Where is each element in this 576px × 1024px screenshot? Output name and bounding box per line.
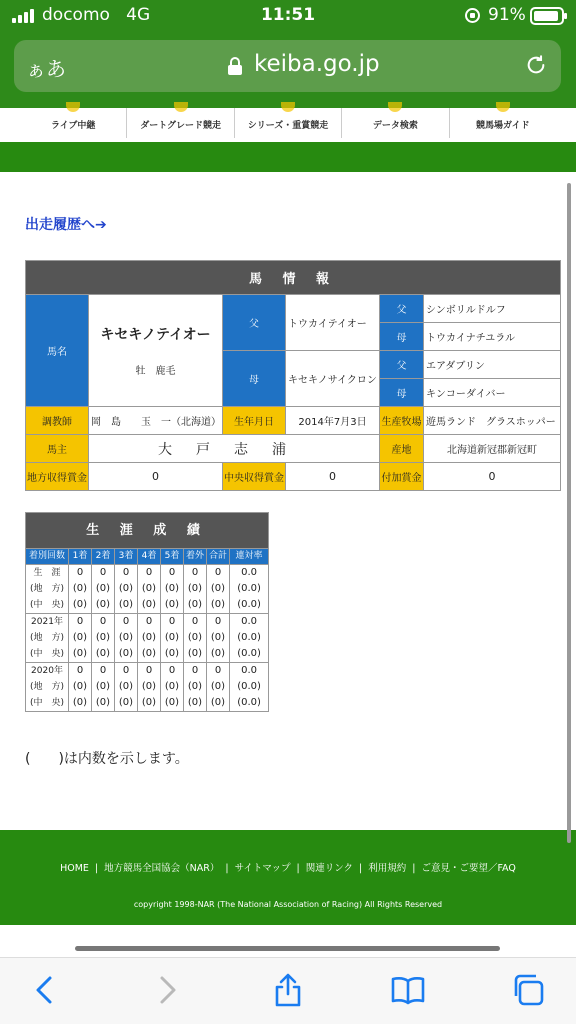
career-cell bbox=[207, 565, 230, 614]
nav-course-guide[interactable]: 競馬場ガイド bbox=[450, 108, 556, 138]
career-cell bbox=[161, 565, 184, 614]
horse-sex-color: 牡 鹿毛 bbox=[135, 366, 176, 377]
career-cell bbox=[207, 614, 230, 663]
career-cell bbox=[207, 663, 230, 712]
career-cell-value: (0) bbox=[187, 648, 203, 659]
share-icon[interactable] bbox=[270, 972, 306, 1008]
dam-dam-name: キンコーダイバー bbox=[424, 379, 561, 407]
career-cell bbox=[184, 663, 207, 712]
origin-name: 北海道新冠郡新冠町 bbox=[424, 435, 561, 463]
career-row-label bbox=[26, 565, 69, 614]
career-cell-value: (0) bbox=[141, 632, 157, 643]
nav-data-search[interactable]: データ検索 bbox=[342, 108, 449, 138]
career-cell-value: (0) bbox=[187, 632, 203, 643]
career-row-label-line: (地 方) bbox=[29, 682, 65, 692]
sire-name: トウカイテイオー bbox=[286, 295, 380, 351]
career-cell-value: (0) bbox=[118, 648, 134, 659]
orientation-lock-icon bbox=[465, 8, 480, 23]
birth-date: 2014年7月3日 bbox=[286, 407, 380, 435]
nav-dirt-grade[interactable]: ダートグレード競走 bbox=[127, 108, 234, 138]
career-cell-value: 0 bbox=[168, 616, 176, 627]
dam-name: キセキノサイクロン bbox=[286, 351, 380, 407]
career-col-header: 着外 bbox=[184, 549, 207, 565]
footer-link[interactable]: 関連リンク bbox=[305, 863, 354, 874]
career-cell bbox=[184, 614, 207, 663]
career-cell-value: 0 bbox=[76, 665, 84, 676]
career-cell bbox=[138, 614, 161, 663]
career-cell bbox=[69, 614, 92, 663]
career-cell-value: 0 bbox=[76, 567, 84, 578]
career-cell-value: (0.0) bbox=[237, 632, 261, 643]
career-cell-value: 0 bbox=[99, 567, 107, 578]
career-cell-value: (0) bbox=[164, 697, 180, 708]
forward-icon[interactable] bbox=[150, 972, 186, 1008]
career-cell-value: (0) bbox=[164, 599, 180, 610]
career-row-label-line: (地 方) bbox=[29, 633, 65, 643]
career-cell-value: (0) bbox=[141, 648, 157, 659]
career-cell bbox=[138, 663, 161, 712]
footer-separator: | bbox=[412, 863, 416, 874]
career-cell-value: (0) bbox=[187, 697, 203, 708]
career-cell-value: 0 bbox=[76, 616, 84, 627]
career-cell-value: (0) bbox=[164, 583, 180, 594]
career-cell-value: (0) bbox=[141, 599, 157, 610]
career-cell-value: (0) bbox=[141, 583, 157, 594]
career-col-header: 1着 bbox=[69, 549, 92, 565]
career-cell-value: (0) bbox=[95, 681, 111, 692]
sire-dam-label: 母 bbox=[380, 323, 424, 351]
central-prize-label: 中央収得賞金 bbox=[223, 463, 286, 491]
copyright: copyright 1998-NAR (The National Association of Racing) All Rights Reserved bbox=[133, 900, 443, 909]
carrier-name: docomo bbox=[42, 5, 110, 25]
nav-series[interactable]: シリーズ・重賞競走 bbox=[235, 108, 342, 138]
clock: 11:51 bbox=[260, 5, 316, 25]
career-cell bbox=[92, 614, 115, 663]
career-row-label-line: (中 央) bbox=[29, 698, 65, 708]
birth-label: 生年月日 bbox=[223, 407, 286, 435]
career-cell-value: (0) bbox=[210, 648, 226, 659]
career-cell-value: 0 bbox=[122, 665, 130, 676]
trainer-name: 岡 島 玉 一（北海道） bbox=[89, 407, 223, 435]
career-cell-value: (0.0) bbox=[237, 697, 261, 708]
career-col-header: 4着 bbox=[138, 549, 161, 565]
career-cell bbox=[138, 565, 161, 614]
career-cell-value: 0 bbox=[122, 616, 130, 627]
career-cell-value: (0) bbox=[95, 632, 111, 643]
career-cell-value: (0) bbox=[72, 583, 88, 594]
footer-link[interactable]: HOME bbox=[60, 863, 89, 874]
career-cell-value: (0.0) bbox=[237, 583, 261, 594]
sire-label: 父 bbox=[223, 295, 286, 351]
career-cell-value: 0 bbox=[214, 616, 222, 627]
career-cell-value: (0) bbox=[210, 697, 226, 708]
owner-label: 馬主 bbox=[26, 435, 89, 463]
career-cell-value: 0 bbox=[191, 616, 199, 627]
reader-options-button[interactable]: ぁあ bbox=[26, 57, 66, 81]
central-prize-value: 0 bbox=[286, 463, 380, 491]
home-indicator bbox=[75, 946, 500, 951]
career-cell-value: 0.0 bbox=[241, 567, 257, 578]
career-cell-value: (0) bbox=[210, 681, 226, 692]
career-cell bbox=[69, 565, 92, 614]
battery-icon bbox=[530, 7, 564, 25]
career-row-label bbox=[26, 614, 69, 663]
browser-toolbar bbox=[0, 957, 576, 1024]
career-cell-value: (0.0) bbox=[237, 681, 261, 692]
bookmarks-icon[interactable] bbox=[390, 972, 426, 1008]
site-nav bbox=[20, 108, 556, 138]
owner-name: 大戸志浦 bbox=[89, 435, 380, 463]
career-cell-value: 0 bbox=[145, 665, 153, 676]
career-cell-value: (0) bbox=[141, 697, 157, 708]
footer-link[interactable]: サイトマップ bbox=[234, 863, 291, 874]
career-cell-value: (0) bbox=[95, 648, 111, 659]
local-prize-value: 0 bbox=[89, 463, 223, 491]
footer-links bbox=[0, 860, 576, 874]
footer-link[interactable]: ご意見・ご要望／FAQ bbox=[421, 863, 516, 874]
career-row-label-line: (中 央) bbox=[29, 649, 65, 659]
career-cell-value: (0) bbox=[95, 599, 111, 610]
career-header: 生 涯 成 績 bbox=[26, 513, 269, 549]
career-cell bbox=[230, 663, 269, 712]
footer-separator: | bbox=[296, 863, 300, 874]
career-record-table bbox=[25, 512, 269, 712]
career-cell-value: (0) bbox=[164, 648, 180, 659]
career-cell-value: 0 bbox=[168, 567, 176, 578]
career-cell-value: (0) bbox=[72, 681, 88, 692]
career-cell-value: (0.0) bbox=[237, 599, 261, 610]
footer-separator: | bbox=[359, 863, 363, 874]
career-col-header: 連対率 bbox=[230, 549, 269, 565]
career-cell-value: (0) bbox=[187, 681, 203, 692]
career-row-label bbox=[26, 663, 69, 712]
career-cell-value: (0) bbox=[141, 681, 157, 692]
race-history-link[interactable]: 出走履歴へ➔ bbox=[25, 217, 107, 233]
career-cell-value: 0 bbox=[168, 665, 176, 676]
career-cell-value: (0) bbox=[118, 583, 134, 594]
url-text[interactable]: keiba.go.jp bbox=[254, 51, 380, 77]
career-col-header: 3着 bbox=[115, 549, 138, 565]
back-icon[interactable] bbox=[26, 972, 62, 1008]
career-row-label-line: (地 方) bbox=[29, 584, 65, 594]
career-cell-value: (0) bbox=[210, 599, 226, 610]
status-bar bbox=[0, 0, 576, 32]
career-cell bbox=[69, 663, 92, 712]
career-cell-value: (0) bbox=[118, 681, 134, 692]
footer-link[interactable]: 地方競馬全国協会（NAR） bbox=[104, 863, 220, 874]
extra-prize-value: 0 bbox=[424, 463, 561, 491]
career-cell-value: (0) bbox=[118, 632, 134, 643]
local-prize-label: 地方収得賞金 bbox=[26, 463, 89, 491]
career-cell-value: (0) bbox=[210, 632, 226, 643]
career-cell bbox=[92, 663, 115, 712]
extra-prize-label: 付加賞金 bbox=[380, 463, 424, 491]
career-cell-value: 0 bbox=[145, 567, 153, 578]
career-cell-value: (0) bbox=[95, 697, 111, 708]
trainer-label: 調教師 bbox=[26, 407, 89, 435]
career-col-header: 2着 bbox=[92, 549, 115, 565]
footer-separator: | bbox=[94, 863, 99, 874]
farm-name: 遊馬ランド グラスホッパー bbox=[424, 407, 561, 435]
dam-label: 母 bbox=[223, 351, 286, 407]
sire-sire-name: シンボリルドルフ bbox=[424, 295, 561, 323]
career-cell-value: (0) bbox=[72, 632, 88, 643]
career-cell bbox=[115, 663, 138, 712]
career-cell-value: (0) bbox=[164, 632, 180, 643]
tabs-icon[interactable] bbox=[510, 972, 546, 1008]
horse-name-cell bbox=[89, 295, 223, 407]
career-row bbox=[26, 614, 269, 663]
career-col-header: 合計 bbox=[207, 549, 230, 565]
sire-sire-label: 父 bbox=[380, 295, 424, 323]
dam-sire-label: 父 bbox=[380, 351, 424, 379]
note-text: ( )は内数を示します。 bbox=[25, 751, 189, 767]
sire-dam-name: トウカイナチユラル bbox=[424, 323, 561, 351]
career-row bbox=[26, 565, 269, 614]
career-cell bbox=[230, 614, 269, 663]
career-cell-value: (0) bbox=[210, 583, 226, 594]
career-cell bbox=[92, 565, 115, 614]
career-cell-value: (0) bbox=[187, 583, 203, 594]
career-column-header-row bbox=[26, 549, 269, 565]
career-cell bbox=[161, 614, 184, 663]
career-cell-value: (0) bbox=[95, 583, 111, 594]
career-row-label-line: 2020年 bbox=[31, 666, 63, 676]
dam-dam-label: 母 bbox=[380, 379, 424, 407]
career-cell-value: (0) bbox=[118, 599, 134, 610]
career-cell bbox=[161, 663, 184, 712]
lock-icon bbox=[228, 57, 242, 75]
farm-label: 生産牧場 bbox=[380, 407, 424, 435]
career-cell-value: (0) bbox=[72, 648, 88, 659]
career-cell-value: (0) bbox=[164, 681, 180, 692]
career-cell bbox=[115, 614, 138, 663]
horse-name: キセキノテイオー bbox=[100, 327, 211, 343]
site-footer bbox=[0, 830, 576, 925]
career-cell bbox=[115, 565, 138, 614]
career-row-label-line: 生 涯 bbox=[33, 568, 61, 578]
career-row-label-line: (中 央) bbox=[29, 600, 65, 610]
career-cell bbox=[230, 565, 269, 614]
career-cell-value: 0 bbox=[191, 665, 199, 676]
header-band bbox=[0, 142, 576, 172]
career-cell-value: 0 bbox=[99, 616, 107, 627]
origin-label: 産地 bbox=[380, 435, 424, 463]
horse-info-header: 馬 情 報 bbox=[26, 261, 561, 295]
career-cell-value: (0) bbox=[187, 599, 203, 610]
career-row-label-line: 2021年 bbox=[31, 617, 63, 627]
career-cell-value: 0.0 bbox=[241, 665, 257, 676]
nav-live[interactable]: ライブ中継 bbox=[20, 108, 127, 138]
career-cell-value: 0 bbox=[145, 616, 153, 627]
career-cell-value: 0.0 bbox=[241, 616, 257, 627]
career-cell bbox=[184, 565, 207, 614]
career-cell-value: (0) bbox=[118, 697, 134, 708]
reload-icon[interactable] bbox=[525, 54, 547, 76]
horse-info-table bbox=[25, 260, 561, 491]
address-bar[interactable] bbox=[14, 40, 561, 92]
career-col-header: 5着 bbox=[161, 549, 184, 565]
career-cell-value: 0 bbox=[99, 665, 107, 676]
career-cell-value: 0 bbox=[214, 567, 222, 578]
career-cell-value: (0) bbox=[72, 697, 88, 708]
career-cell-value: (0) bbox=[72, 599, 88, 610]
scrollbar[interactable] bbox=[567, 183, 571, 843]
career-cell-value: 0 bbox=[191, 567, 199, 578]
career-cell-value: 0 bbox=[122, 567, 130, 578]
career-cell-value: 0 bbox=[214, 665, 222, 676]
career-cell-value: (0.0) bbox=[237, 648, 261, 659]
footer-separator: | bbox=[225, 863, 229, 874]
dam-sire-name: エアダブリン bbox=[424, 351, 561, 379]
footer-link[interactable]: 利用規約 bbox=[368, 863, 407, 874]
career-col-header: 着別回数 bbox=[26, 549, 69, 565]
browser-chrome bbox=[0, 0, 576, 108]
network-type: 4G bbox=[126, 5, 151, 25]
career-row bbox=[26, 663, 269, 712]
battery-percent: 91% bbox=[488, 5, 526, 25]
name-label: 馬名 bbox=[26, 295, 89, 407]
